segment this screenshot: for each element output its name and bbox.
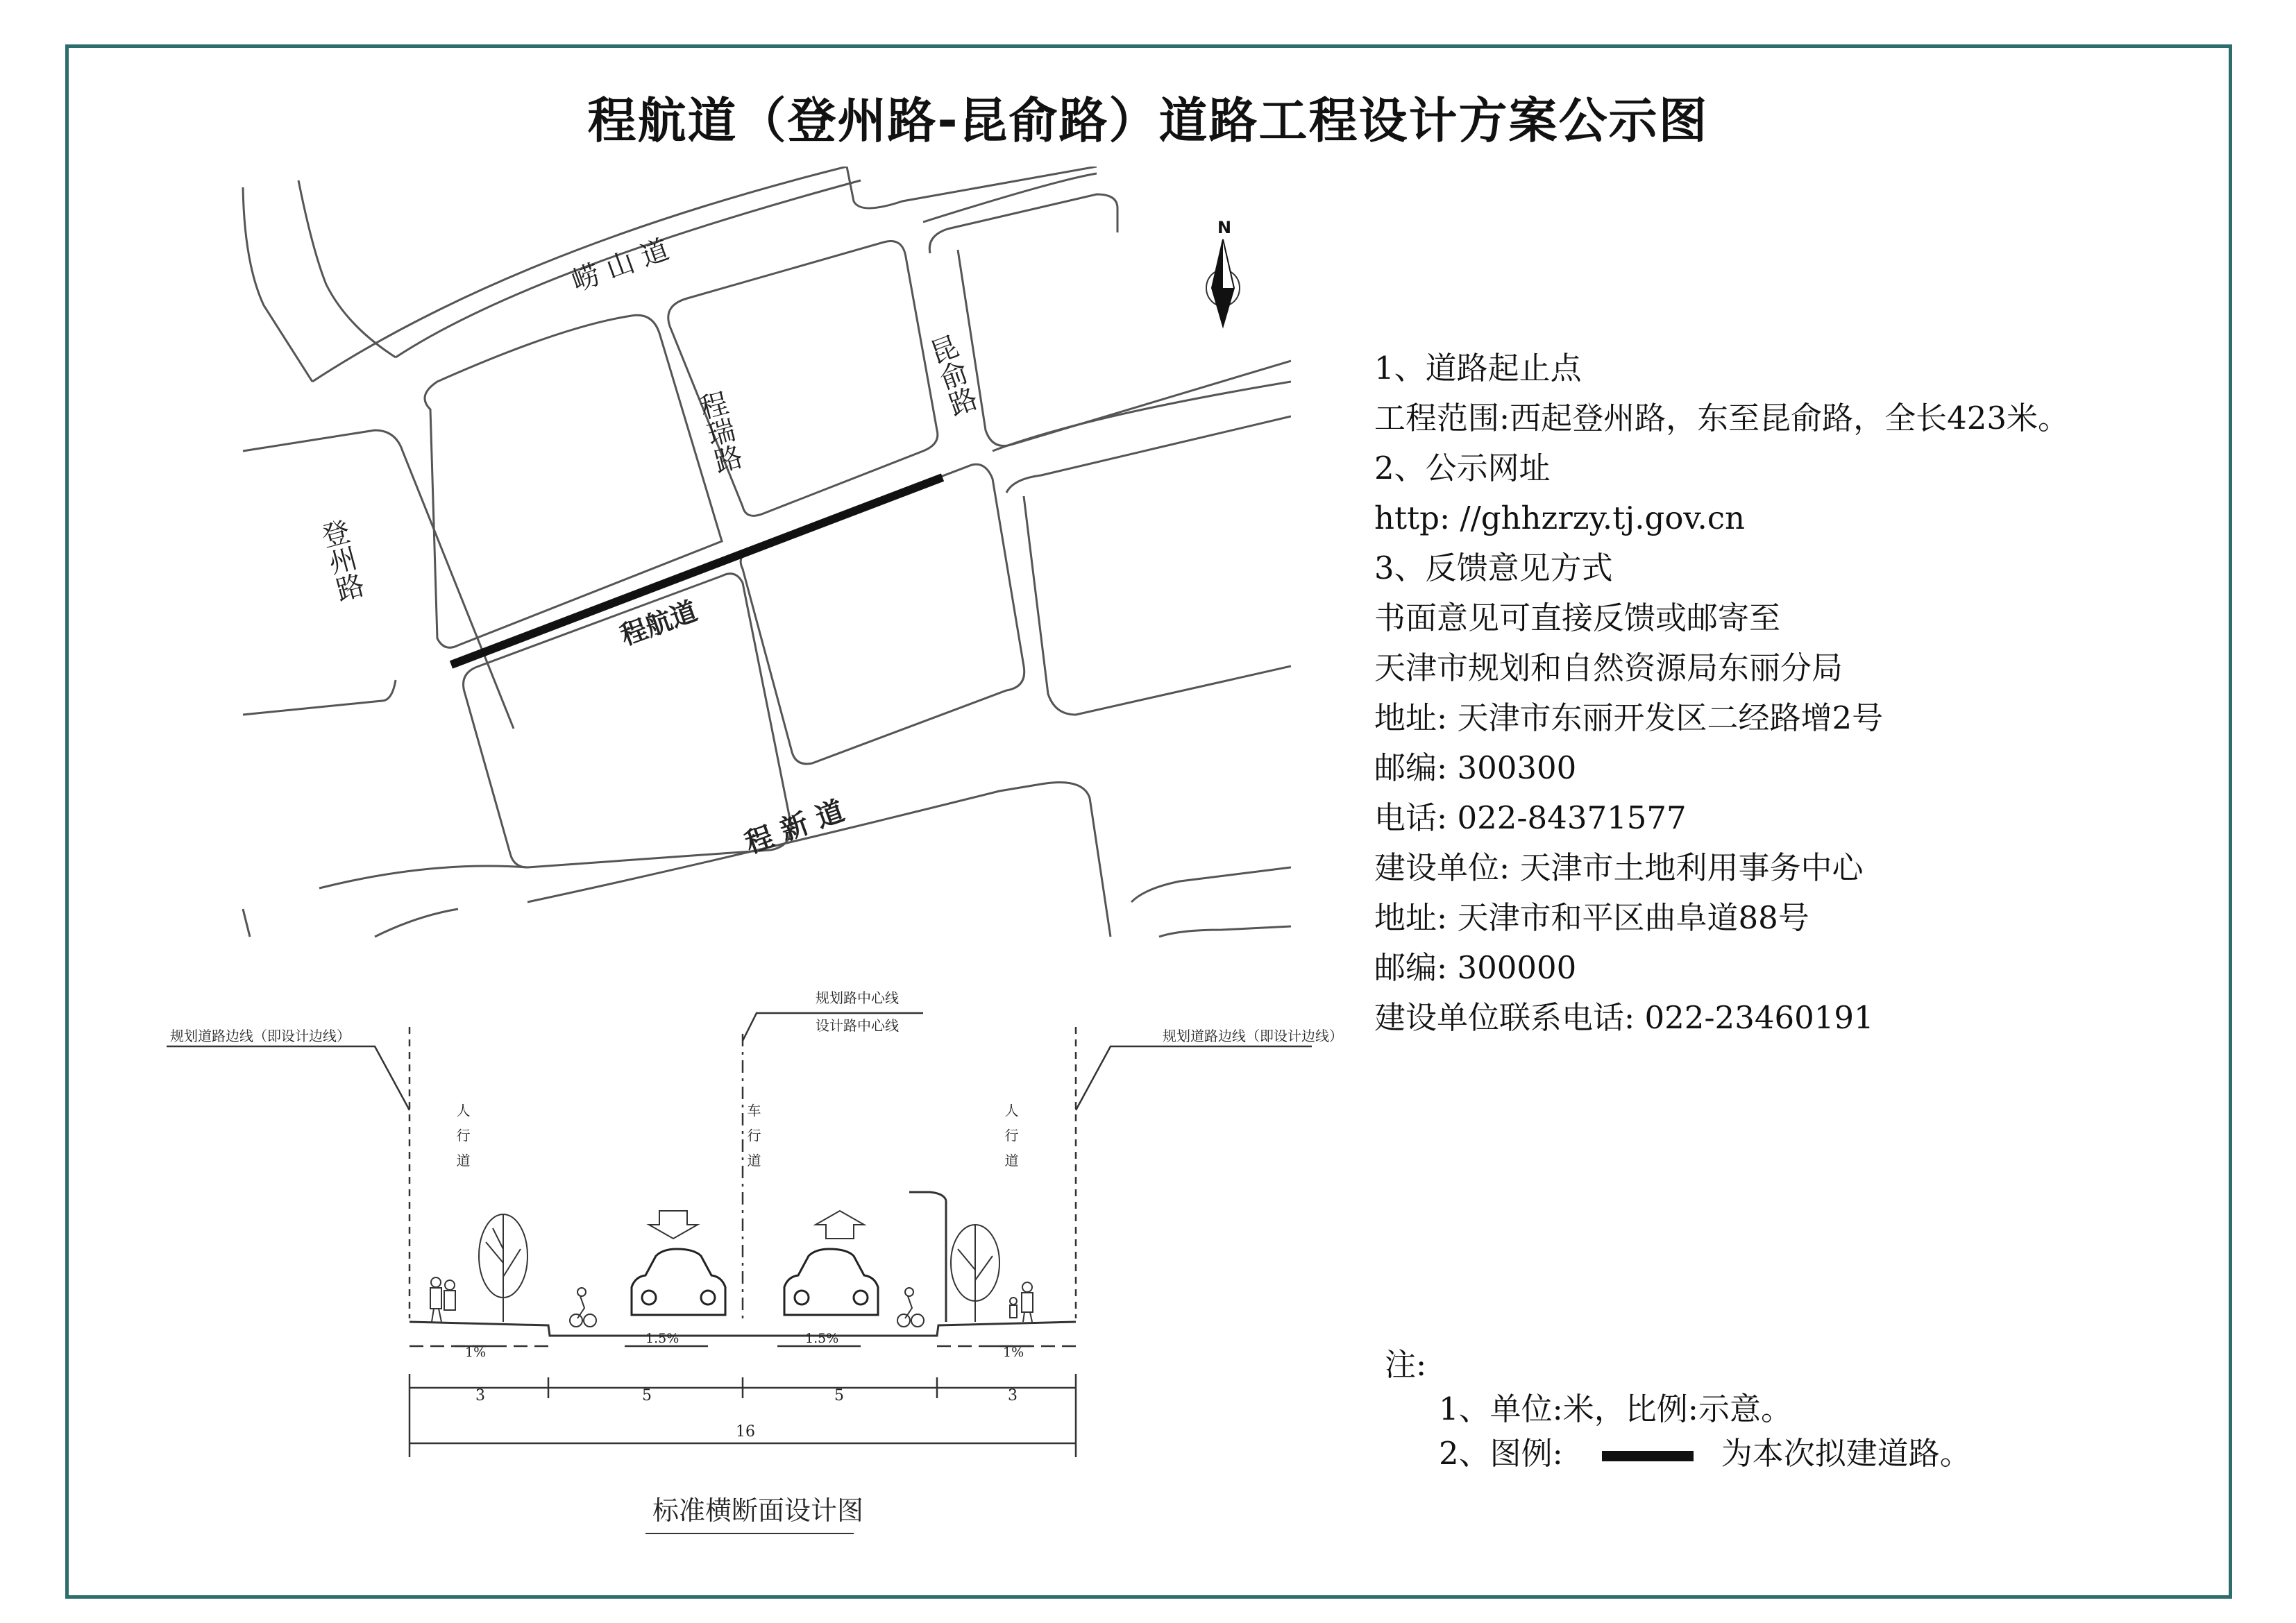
location-map [236, 167, 1291, 944]
city-block [741, 464, 1024, 764]
svg-text:昆俞路: 昆俞路 [922, 331, 981, 420]
note-legend-prefix: 2、图例: [1439, 1435, 1563, 1472]
road-edge [243, 187, 312, 382]
cyclist-icon [570, 1288, 596, 1327]
info-line: 2、公示网址 [1374, 450, 1551, 486]
left-boundary-label: 规划道路边线（即设计边线） [170, 1028, 351, 1044]
road-label-chenghang: 程航道 [616, 595, 702, 652]
road-edge [1024, 496, 1291, 715]
info-line: 1、道路起止点 [1374, 350, 1582, 386]
city-block [425, 315, 722, 647]
road-label-chengxin: 程 新 道 [741, 794, 849, 860]
svg-text:登州路: 登州路 [314, 516, 367, 605]
tree-icon [951, 1225, 999, 1322]
slope-lane-right-label: 1.5% [805, 1331, 839, 1346]
info-line: 电话: 022-84371577 [1374, 799, 1687, 836]
city-block [929, 194, 1291, 446]
cross-section-diagram [160, 971, 1353, 1547]
note-legend-suffix: 为本次拟建道路。 [1721, 1435, 1971, 1472]
road-edge [1006, 416, 1291, 493]
width-label: 5 [642, 1387, 652, 1404]
slope-right-label: 1% [1003, 1345, 1024, 1360]
road-edge [1159, 926, 1291, 937]
slope-lane-left-label: 1.5% [645, 1331, 679, 1346]
road-edge [243, 680, 396, 715]
pedestrian-icon [430, 1277, 455, 1322]
info-line: 建设单位: 天津市土地利用事务中心 [1374, 849, 1864, 886]
road-edge [847, 167, 1097, 208]
notes-panel [1385, 1343, 1971, 1476]
notes-heading: 注: [1385, 1346, 1427, 1383]
road-label-laoshan: 崂 山 道 [567, 233, 674, 298]
legend-line-icon [1602, 1451, 1694, 1461]
road-label-chengrui [693, 388, 745, 477]
cyclist-icon [897, 1288, 924, 1327]
page-title: 程航道（登州路-昆俞路）道路工程设计方案公示图 [587, 92, 1709, 149]
info-line: 邮编: 300000 [1374, 949, 1577, 986]
info-line: 建设单位联系电话: 022-23460191 [1374, 999, 1874, 1036]
width-label: 3 [475, 1387, 485, 1404]
road-edge [298, 180, 396, 357]
width-label: 5 [834, 1387, 844, 1404]
width-label: 3 [1008, 1387, 1018, 1404]
roadway-label: 车行道 [745, 1103, 761, 1178]
road-label-dengzhou [314, 516, 366, 605]
info-line: 工程范围:西起登州路，东至昆俞路，全长423米。 [1374, 400, 2070, 436]
cross-section-title: 标准横断面设计图 [652, 1495, 864, 1526]
svg-text:程瑞路: 程瑞路 [692, 388, 745, 477]
ground-profile [410, 1322, 1076, 1336]
pedestrian-icon [1010, 1282, 1033, 1322]
city-block [668, 241, 938, 516]
info-line: 地址: 天津市东丽开发区二经路增2号 [1374, 699, 1884, 736]
road-edge [375, 909, 458, 937]
info-line: 天津市规划和自然资源局东丽分局 [1374, 649, 1843, 686]
note-line-1: 1、单位:米，比例:示意。 [1439, 1391, 1792, 1427]
svg-text:N: N [1217, 218, 1232, 237]
sidewalk-left-label: 人行道 [454, 1103, 471, 1178]
car-icon [784, 1249, 878, 1315]
slope-left-label: 1% [465, 1345, 487, 1360]
street-lamp-icon [909, 1192, 946, 1322]
sidewalk-right-label: 人行道 [1002, 1103, 1019, 1178]
total-width-label: 16 [736, 1423, 755, 1441]
proposed-road-chenghang [451, 477, 943, 665]
info-line: 3、反馈意见方式 [1374, 550, 1613, 586]
right-boundary-leader [1076, 1046, 1312, 1110]
road-edge [319, 866, 527, 888]
left-boundary-leader [167, 1046, 410, 1110]
info-panel [1374, 343, 2069, 1043]
road-edge [993, 382, 1291, 451]
info-line: 书面意见可直接反馈或邮寄至 [1374, 600, 1781, 636]
road-edge [243, 909, 250, 937]
info-line: 地址: 天津市和平区曲阜道88号 [1374, 899, 1809, 936]
centerline-label-planned: 规划路中心线 [816, 989, 899, 1006]
down-arrow-icon [649, 1211, 698, 1239]
road-edge [1131, 867, 1291, 902]
info-line: 邮编: 300300 [1374, 749, 1577, 786]
north-arrow-icon [1206, 218, 1240, 326]
up-arrow-icon [816, 1211, 864, 1239]
centerline-label-design: 设计路中心线 [816, 1017, 899, 1034]
right-boundary-label: 规划道路边线（即设计边线） [1163, 1028, 1343, 1044]
road-edge [243, 430, 514, 729]
car-icon [632, 1249, 725, 1315]
note-line-2 [1385, 1431, 1971, 1476]
info-line: http: //ghhzrzy.tj.gov.cn [1374, 500, 1746, 536]
tree-icon [479, 1214, 527, 1322]
